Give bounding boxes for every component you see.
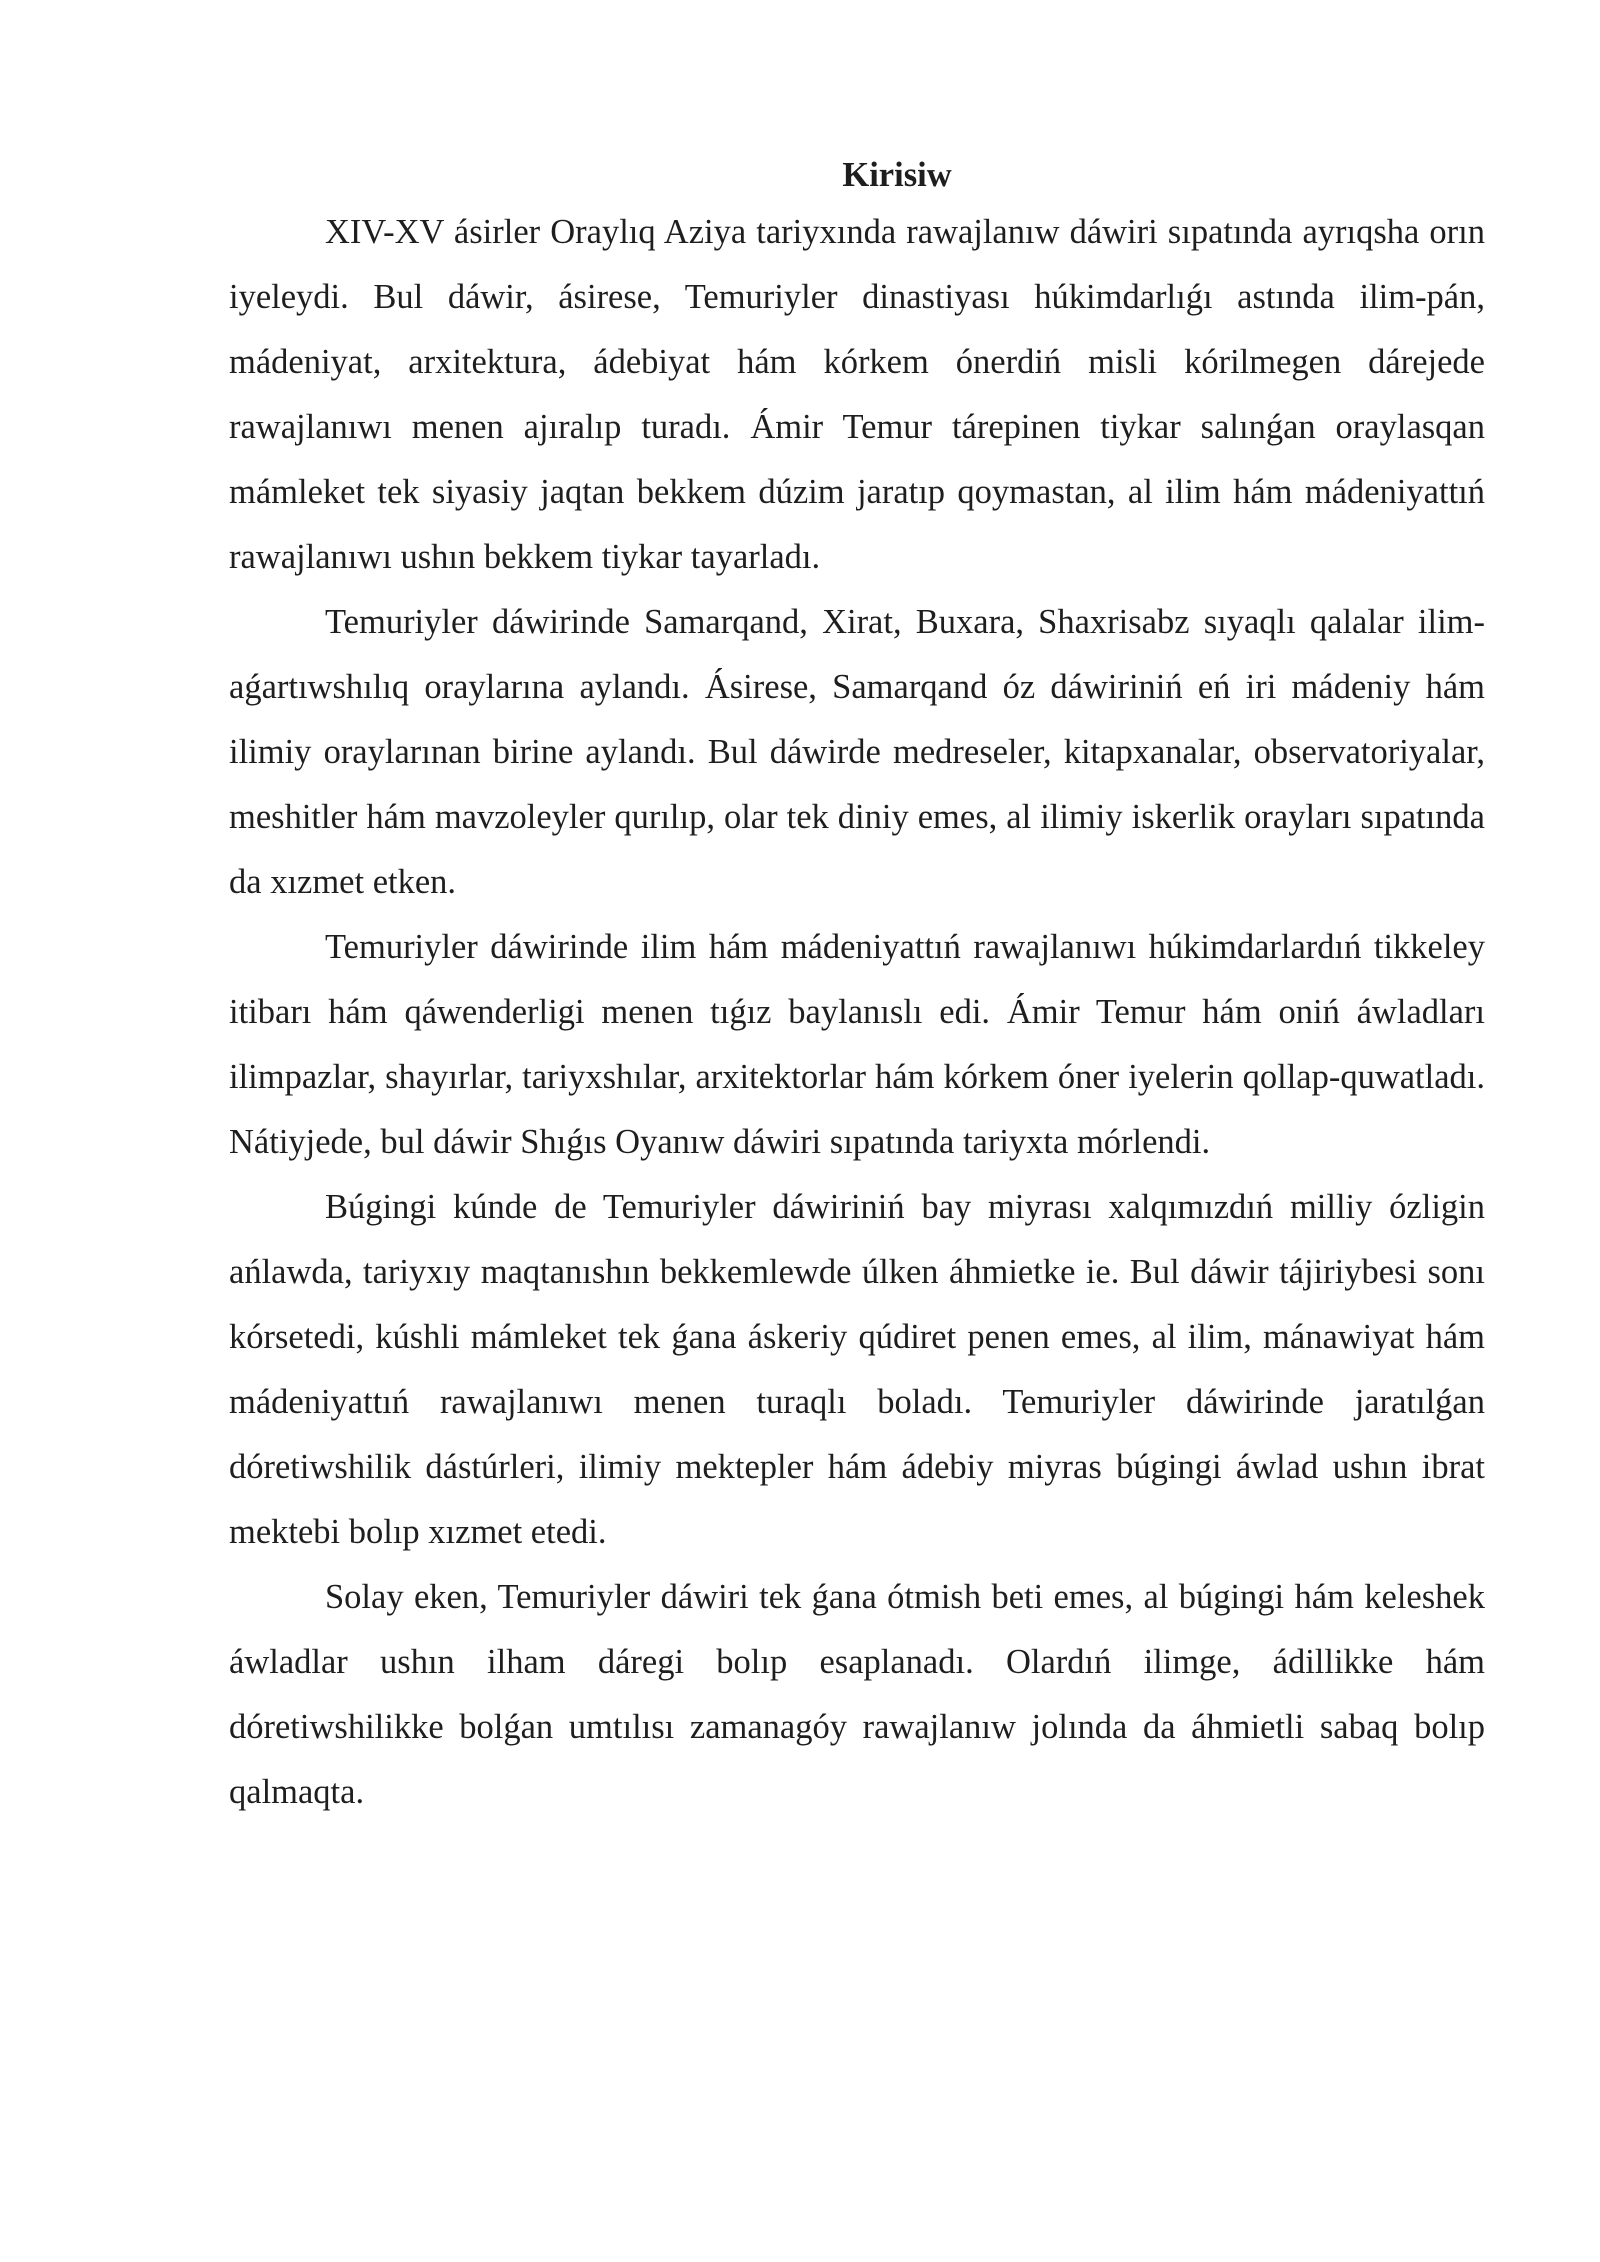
paragraph-3: Temuriyler dáwirinde ilim hám mádeniyattıń rawajlanıwı húkimdarlardıń tikkeley itibarı hám qáwenderligi menen tıǵız baylanıslı edi. Ámir Temur hám oniń áwladları ilimpazlar, shayırlar, tariyxshılar, arxitektorlar hám kórkem óner iyelerin qollap-quwatladı. Nátiyjede, bul dáwir Shıǵıs Oyanıw dáwiri sıpatında tariyxta mórlendi. — [229, 928, 1485, 1161]
paragraph-2: Temuriyler dáwirinde Samarqand, Xirat, Buxara, Shaxrisabz sıyaqlı qalalar ilim-aǵartıwshılıq oraylarına aylandı. Ásirese, Samarqand óz dáwiriniń eń iri mádeniy hám ilimiy oraylarınan birine aylandı. Bul dáwirde medreseler, kitapxanalar, observatoriyalar, meshitler hám mavzoleyler qurılıp, olar tek diniy emes, al ilimiy iskerlik orayları sıpatında da xızmet etken. — [229, 603, 1485, 901]
paragraph-5: Solay eken, Temuriyler dáwiri tek ǵana ótmish beti emes, al búgingi hám keleshek áwladlar ushın ilham dáregi bolıp esaplanadı. Olardıń ilimge, ádillikke hám dóretiwshilikke bolǵan umtılısı zamanagóy rawajlanıw jolında da áhmietli sabaq bolıp qalmaqta. — [229, 1578, 1485, 1811]
document-body — [229, 150, 1485, 1825]
paragraph-4: Búgingi kúnde de Temuriyler dáwiriniń bay miyrası xalqımızdıń milliy ózligin ańlawda, tariyxıy maqtanıshın bekkemlewde úlken áhmietke ie. Bul dáwir tájiriybesi sonı kórsetedi, kúshli mámleket tek ǵana áskeriy qúdiret penen emes, al ilim, mánawiyat hám mádeniyattıń rawajlanıwı menen turaqlı boladı. Temuriyler dáwirinde jaratılǵan dóretiwshilik dástúrleri, ilimiy mektepler hám ádebiy miyras búgingi áwlad ushın ibrat mektebi bolıp xızmet etedi. — [229, 1188, 1485, 1551]
paragraph-1: XIV-XV ásirler Oraylıq Aziya tariyxında rawajlanıw dáwiri sıpatında ayrıqsha orın iyeleydi. Bul dáwir, ásirese, Temuriyler dinastiyası húkimdarlıǵı astında ilim-pán, mádeniyat, arxitektura, ádebiyat hám kórkem ónerdiń misli kórilmegen dárejede rawajlanıwı menen ajıralıp turadı. Ámir Temur tárepinen tiykar salınǵan oraylasqan mámleket tek siyasiy jaqtan bekkem dúzim jaratıp qoymastan, al ilim hám mádeniyattıń rawajlanıwı ushın bekkem tiykar tayarladı. — [229, 213, 1485, 576]
document-title: Kirisiw — [842, 156, 952, 194]
